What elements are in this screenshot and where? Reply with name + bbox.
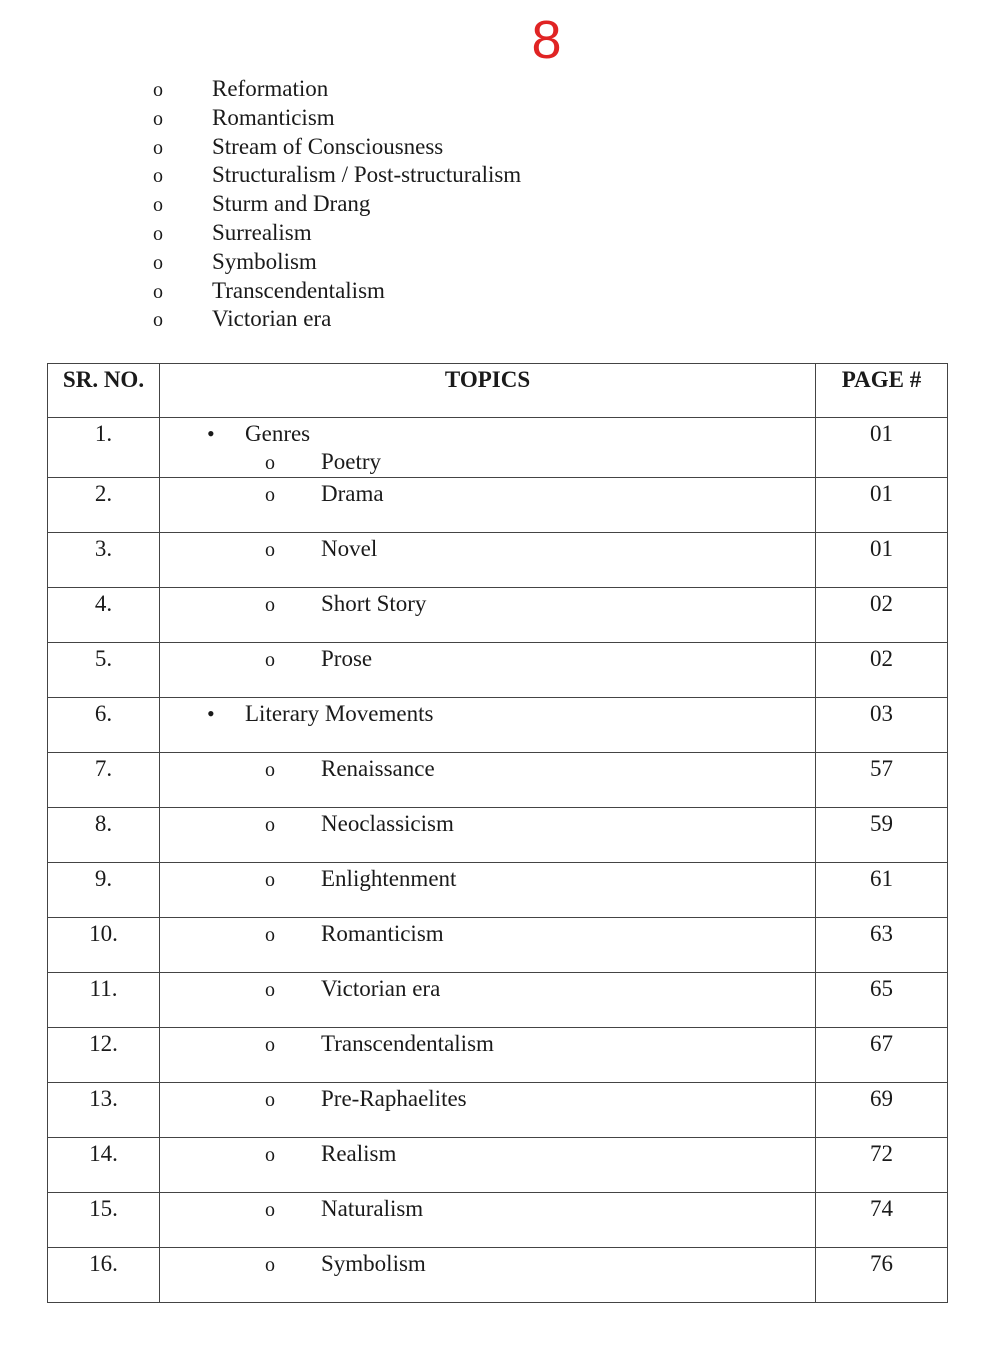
- topic-label: Short Story: [321, 591, 427, 616]
- table-row: [48, 1138, 948, 1193]
- list-item: [150, 104, 521, 133]
- circle-bullet-icon: o: [153, 251, 163, 274]
- topic-line: [160, 1085, 815, 1113]
- table-row: [48, 808, 948, 863]
- topic-label: Neoclassicism: [321, 811, 454, 836]
- sr-no-cell: 8.: [48, 808, 160, 863]
- topic-cell: [160, 973, 816, 1028]
- circle-bullet-icon: o: [265, 924, 275, 946]
- filled-bullet-icon: •: [207, 421, 215, 446]
- page-cell: 01: [816, 418, 948, 478]
- topic-label: Romanticism: [321, 921, 444, 946]
- page-cell: 76: [816, 1248, 948, 1303]
- circle-bullet-icon: o: [153, 136, 163, 159]
- table-row: [48, 918, 948, 973]
- list-item: [150, 219, 521, 248]
- circle-bullet-icon: o: [265, 759, 275, 781]
- topic-line: [160, 1195, 815, 1223]
- list-item: [150, 133, 521, 162]
- sr-no-cell: 2.: [48, 478, 160, 533]
- topic-line: [160, 535, 815, 563]
- page-cell: 72: [816, 1138, 948, 1193]
- circle-bullet-icon: o: [153, 107, 163, 130]
- sr-no-cell: 7.: [48, 753, 160, 808]
- table-row: [48, 643, 948, 698]
- topic-line: [160, 480, 815, 508]
- topic-cell: [160, 418, 816, 478]
- list-item-label: Structuralism / Post-structuralism: [212, 162, 522, 188]
- topic-cell: [160, 588, 816, 643]
- page-cell: 65: [816, 973, 948, 1028]
- circle-bullet-icon: o: [265, 814, 275, 836]
- circle-bullet-icon: o: [265, 1089, 275, 1111]
- list-item-label: Surrealism: [212, 219, 312, 245]
- table-row: [48, 1028, 948, 1083]
- table-row: [48, 533, 948, 588]
- topic-label: Pre-Raphaelites: [321, 1086, 467, 1111]
- topic-line: [160, 590, 815, 618]
- table-row: [48, 863, 948, 918]
- page-cell: 02: [816, 643, 948, 698]
- circle-bullet-icon: o: [153, 280, 163, 303]
- sr-no-cell: 16.: [48, 1248, 160, 1303]
- sr-no-cell: 13.: [48, 1083, 160, 1138]
- topic-label: Genres: [245, 421, 311, 446]
- page-cell: 63: [816, 918, 948, 973]
- topic-cell: [160, 1193, 816, 1248]
- page-cell: 67: [816, 1028, 948, 1083]
- topic-cell: [160, 863, 816, 918]
- page-cell: 03: [816, 698, 948, 753]
- table-row: [48, 478, 948, 533]
- page-cell: 02: [816, 588, 948, 643]
- topic-cell: [160, 478, 816, 533]
- circle-bullet-icon: o: [153, 222, 163, 245]
- topic-line: [160, 975, 815, 1003]
- table-row: [48, 973, 948, 1028]
- circle-bullet-icon: o: [265, 979, 275, 1001]
- page-cell: 74: [816, 1193, 948, 1248]
- table-row: [48, 418, 948, 478]
- topic-label: Transcendentalism: [321, 1031, 494, 1056]
- table-header-row: [48, 364, 948, 418]
- topic-label: Realism: [321, 1141, 397, 1166]
- topic-label: Naturalism: [321, 1196, 424, 1221]
- topic-cell: [160, 643, 816, 698]
- list-item-label: Symbolism: [212, 248, 317, 274]
- topic-label: Novel: [321, 536, 378, 561]
- sr-no-cell: 5.: [48, 643, 160, 698]
- topic-line: [160, 920, 815, 948]
- table-row: [48, 588, 948, 643]
- list-item: [150, 277, 521, 306]
- circle-bullet-icon: o: [153, 194, 163, 217]
- topic-label: Drama: [321, 481, 384, 506]
- list-item-label: Romanticism: [212, 104, 335, 130]
- page-cell: 01: [816, 478, 948, 533]
- topic-cell: [160, 1083, 816, 1138]
- list-item-label: Stream of Consciousness: [212, 133, 444, 159]
- topic-label: Enlightenment: [321, 866, 457, 891]
- topic-line: [160, 810, 815, 838]
- list-item: [150, 248, 521, 277]
- page-cell: 61: [816, 863, 948, 918]
- circle-bullet-icon: o: [265, 869, 275, 891]
- list-item-label: Sturm and Drang: [212, 191, 371, 217]
- table-row: [48, 698, 948, 753]
- circle-bullet-icon: o: [265, 594, 275, 616]
- topic-cell: [160, 698, 816, 753]
- header-page: PAGE #: [816, 364, 948, 418]
- topic-cell: [160, 533, 816, 588]
- circle-bullet-icon: o: [265, 1254, 275, 1276]
- topic-label: Prose: [321, 646, 373, 671]
- sr-no-cell: 12.: [48, 1028, 160, 1083]
- topic-line: [160, 865, 815, 893]
- continued-movements-list: [150, 75, 521, 334]
- topic-line: [160, 1140, 815, 1168]
- topic-label: Victorian era: [321, 976, 441, 1001]
- table-row: [48, 1083, 948, 1138]
- circle-bullet-icon: o: [265, 484, 275, 506]
- circle-bullet-icon: o: [265, 539, 275, 561]
- topic-label: Symbolism: [321, 1251, 426, 1276]
- topic-cell: [160, 753, 816, 808]
- topic-line: [160, 448, 815, 476]
- topic-label: Literary Movements: [245, 701, 434, 726]
- list-item-label: Victorian era: [212, 306, 332, 332]
- topic-line: [160, 420, 815, 448]
- table-row: [48, 1193, 948, 1248]
- topic-cell: [160, 1028, 816, 1083]
- topic-line: [160, 700, 815, 728]
- sr-no-cell: 11.: [48, 973, 160, 1028]
- list-item: [150, 305, 521, 334]
- sr-no-cell: 9.: [48, 863, 160, 918]
- page-cell: 01: [816, 533, 948, 588]
- list-item: [150, 75, 521, 104]
- page-cell: 69: [816, 1083, 948, 1138]
- filled-bullet-icon: •: [207, 701, 215, 726]
- topic-line: [160, 755, 815, 783]
- list-item-label: Transcendentalism: [212, 277, 385, 303]
- list-item-label: Reformation: [212, 76, 329, 101]
- table-row: [48, 1248, 948, 1303]
- circle-bullet-icon: o: [265, 649, 275, 671]
- topic-line: [160, 1030, 815, 1058]
- table-of-contents: [47, 363, 948, 1303]
- page-number: 8: [531, 10, 562, 70]
- sr-no-cell: 15.: [48, 1193, 160, 1248]
- topic-cell: [160, 808, 816, 863]
- list-item: [150, 161, 521, 190]
- topic-cell: [160, 1138, 816, 1193]
- sr-no-cell: 4.: [48, 588, 160, 643]
- sr-no-cell: 14.: [48, 1138, 160, 1193]
- header-topics: TOPICS: [160, 364, 816, 418]
- topic-label: Poetry: [321, 449, 382, 474]
- page-cell: 59: [816, 808, 948, 863]
- circle-bullet-icon: o: [265, 452, 275, 474]
- topic-cell: [160, 918, 816, 973]
- sr-no-cell: 3.: [48, 533, 160, 588]
- circle-bullet-icon: o: [153, 79, 163, 101]
- circle-bullet-icon: o: [265, 1144, 275, 1166]
- circle-bullet-icon: o: [153, 165, 163, 188]
- circle-bullet-icon: o: [153, 309, 163, 332]
- topic-label: Renaissance: [321, 756, 435, 781]
- topic-line: [160, 645, 815, 673]
- sr-no-cell: 10.: [48, 918, 160, 973]
- sr-no-cell: 6.: [48, 698, 160, 753]
- table-body: [48, 418, 948, 1303]
- header-sr-no: SR. NO.: [48, 364, 160, 418]
- topic-cell: [160, 1248, 816, 1303]
- page-cell: 57: [816, 753, 948, 808]
- list-item: [150, 190, 521, 219]
- sr-no-cell: 1.: [48, 418, 160, 478]
- topic-line: [160, 1250, 815, 1278]
- circle-bullet-icon: o: [265, 1034, 275, 1056]
- circle-bullet-icon: o: [265, 1199, 275, 1221]
- table-row: [48, 753, 948, 808]
